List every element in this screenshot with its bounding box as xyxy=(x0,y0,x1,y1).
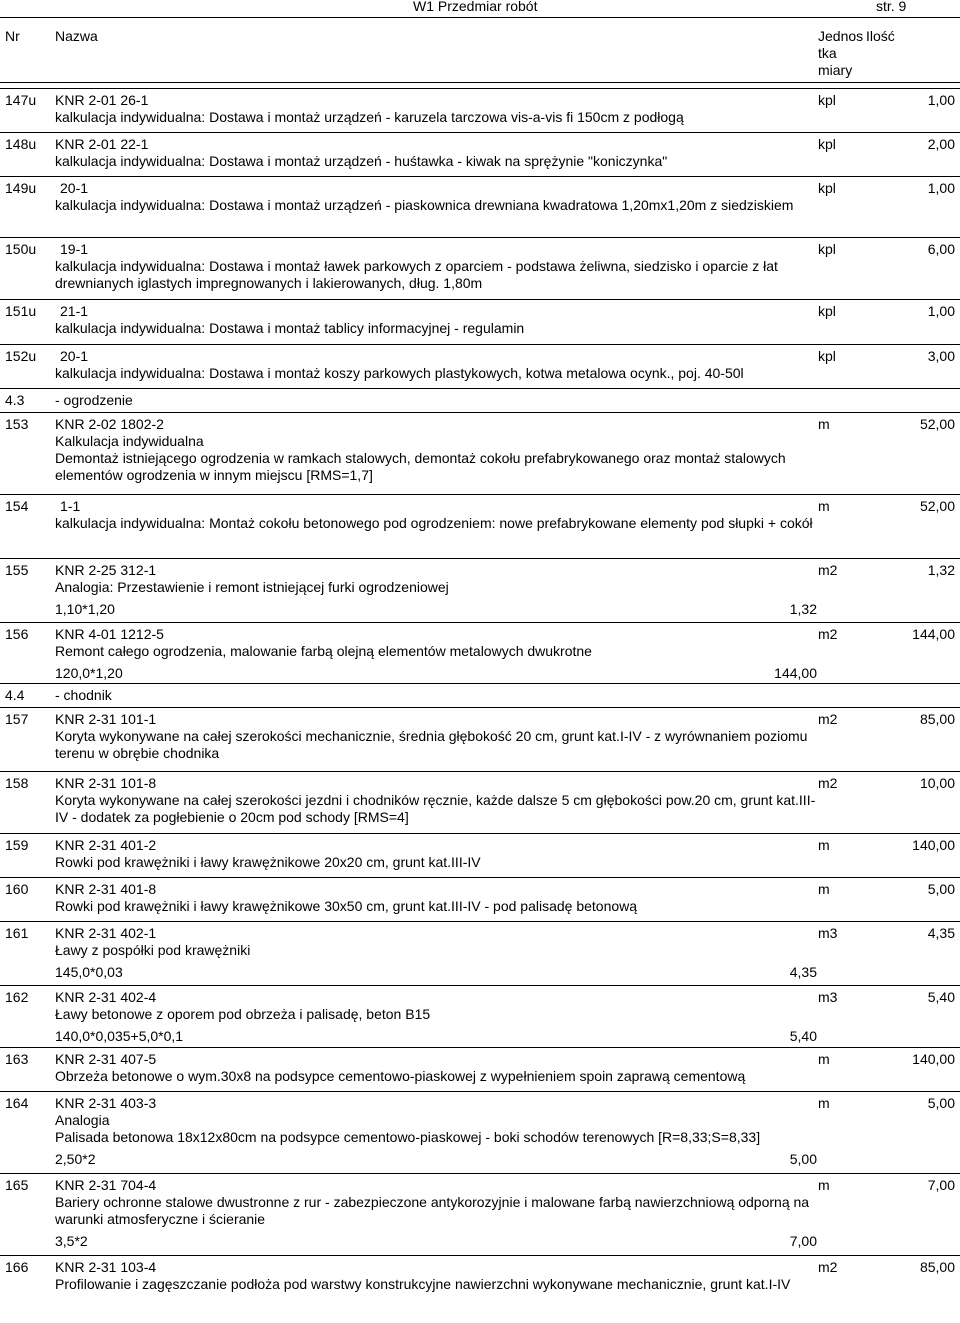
column-header-qty: Ilość xyxy=(866,28,895,44)
item-code: KNR 2-31 403-3 xyxy=(55,1095,157,1111)
row-rule xyxy=(0,1047,960,1048)
item-description: kalkulacja indywidualna: Montaż cokołu betonowego pod ogrodzeniem: nowe prefabrykowane elementy pod słupki + cokół xyxy=(55,515,813,531)
item-description: Koryta wykonywane na całej szerokości mechanicznie, średnia głębokość 20 cm, grunt kat.I-IV - z wyrównaniem poziomu terenu w obrębie chodnika xyxy=(55,728,808,761)
item-code: KNR 2-31 402-4 xyxy=(55,989,157,1005)
item-description: Remont całego ogrodzenia, malowanie farbą olejną elementów metalowych dwukrotne xyxy=(55,643,592,659)
row-rule xyxy=(0,494,960,495)
item-quantity: 5,00 xyxy=(927,1095,955,1111)
row-rule xyxy=(0,344,960,345)
item-description: kalkulacja indywidualna: Dostawa i montaż ławek parkowych z oparciem - podstawa żeliwna, siedzisko i oparcie z łat drewnianych iglastych impregnowanych i lakierowanych, dług. 1,80m xyxy=(55,258,778,291)
item-unit: m2 xyxy=(818,775,838,791)
row-rule xyxy=(0,921,960,922)
item-unit: m xyxy=(818,1051,830,1067)
item-code: KNR 2-31 704-4 xyxy=(55,1177,157,1193)
item-code: KNR 2-31 401-2 xyxy=(55,837,157,853)
item-code: KNR 2-01 26-1 xyxy=(55,92,149,108)
item-description: Rowki pod krawężniki i ławy krawężnikowe 30x50 cm, grunt kat.III-IV - pod palisadę betonową xyxy=(55,898,638,914)
calculation-value: 1,32 xyxy=(789,601,817,617)
item-unit: m3 xyxy=(818,925,838,941)
calculation-expression: 1,10*1,20 xyxy=(55,601,115,617)
item-number: 166 xyxy=(5,1259,29,1275)
item-unit: m2 xyxy=(818,711,838,727)
calculation-expression: 140,0*0,035+5,0*0,1 xyxy=(55,1028,184,1044)
item-quantity: 10,00 xyxy=(919,775,955,791)
row-rule xyxy=(0,88,960,89)
item-description: Bariery ochronne stalowe dwustronne z rur - zabezpieczone antykorozyjnie i malowane farbą nawierzchniową odporną na warunki atmosferyczne i ścieranie xyxy=(55,1194,810,1227)
item-number: 152u xyxy=(5,348,37,364)
item-quantity: 140,00 xyxy=(912,837,955,853)
item-quantity: 1,32 xyxy=(927,562,955,578)
row-rule xyxy=(0,833,960,834)
item-unit: kpl xyxy=(818,241,836,257)
item-code: 19-1 xyxy=(60,241,89,257)
item-unit: m xyxy=(818,837,830,853)
calculation-value: 5,40 xyxy=(789,1028,817,1044)
item-description: Obrzeża betonowe o wym.30x8 na podsypce cementowo-piaskowej z wypełnieniem spoin zaprawą cementową xyxy=(55,1068,746,1084)
item-code: KNR 2-02 1802-2 xyxy=(55,416,164,432)
row-rule xyxy=(0,237,960,238)
item-code: KNR 2-01 22-1 xyxy=(55,136,149,152)
item-quantity: 5,00 xyxy=(927,881,955,897)
item-unit: kpl xyxy=(818,348,836,364)
item-quantity: 52,00 xyxy=(919,498,955,514)
item-description: Koryta wykonywane na całej szerokości jezdni i chodników ręcznie, każde dalsze 5 cm głębokości pow.20 cm, grunt kat.III-IV - dodatek za pogłebienie o 20cm pod schody [RMS=4] xyxy=(55,792,816,825)
item-description: kalkulacja indywidualna: Dostawa i montaż koszy parkowych plastykowych, kotwa metalowa ocynk., poj. 40-50l xyxy=(55,365,744,381)
item-number: 155 xyxy=(5,562,29,578)
item-unit: kpl xyxy=(818,303,836,319)
item-code: KNR 4-01 1212-5 xyxy=(55,626,164,642)
section-number: 4.3 xyxy=(5,392,25,408)
item-code: KNR 2-31 101-8 xyxy=(55,775,157,791)
item-code: KNR 2-25 312-1 xyxy=(55,562,157,578)
item-quantity: 144,00 xyxy=(912,626,955,642)
item-description: Rowki pod krawężniki i ławy krawężnikowe 20x20 cm, grunt kat.III-IV xyxy=(55,854,481,870)
item-unit: m2 xyxy=(818,1259,838,1275)
item-number: 160 xyxy=(5,881,29,897)
calculation-value: 5,00 xyxy=(789,1151,817,1167)
item-number: 157 xyxy=(5,711,29,727)
item-unit: m xyxy=(818,881,830,897)
row-rule xyxy=(0,176,960,177)
item-number: 148u xyxy=(5,136,37,152)
item-description: kalkulacja indywidualna: Dostawa i montaż urządzeń - huśtawka - kiwak na sprężynie "koniczynka" xyxy=(55,153,668,169)
item-number: 153 xyxy=(5,416,29,432)
item-description: kalkulacja indywidualna: Dostawa i montaż tablicy informacyjnej - regulamin xyxy=(55,320,525,336)
item-number: 163 xyxy=(5,1051,29,1067)
item-code: KNR 2-31 407-5 xyxy=(55,1051,157,1067)
item-code: 21-1 xyxy=(60,303,89,319)
row-rule xyxy=(0,771,960,772)
item-description: Ławy z pospółki pod krawężniki xyxy=(55,942,251,958)
item-quantity: 85,00 xyxy=(919,1259,955,1275)
item-quantity: 85,00 xyxy=(919,711,955,727)
section-title: - chodnik xyxy=(55,687,112,703)
column-header-nr: Nr xyxy=(5,28,20,44)
item-description: kalkulacja indywidualna: Dostawa i montaż urządzeń - piaskownica drewniana kwadratowa 1,20mx1,20m z siedziskiem xyxy=(55,197,794,213)
item-number: 164 xyxy=(5,1095,29,1111)
item-description: Analogia: Przestawienie i remont istniejącej furki ogrodzeniowej xyxy=(55,579,449,595)
item-unit: m3 xyxy=(818,989,838,1005)
item-description: Analogia xyxy=(55,1112,110,1128)
item-quantity: 6,00 xyxy=(927,241,955,257)
item-number: 150u xyxy=(5,241,37,257)
item-number: 161 xyxy=(5,925,29,941)
item-description: Demontaż istniejącego ogrodzenia w ramkach stalowych, demontaż cokołu prefabrykowanego oraz montaż stalowych elementów ogrodzenia w innym miejscu [RMS=1,7] xyxy=(55,450,786,483)
item-number: 147u xyxy=(5,92,37,108)
item-code: KNR 2-31 101-1 xyxy=(55,711,157,727)
section-title: - ogrodzenie xyxy=(55,392,133,408)
item-quantity: 4,35 xyxy=(927,925,955,941)
item-number: 154 xyxy=(5,498,29,514)
section-number: 4.4 xyxy=(5,687,25,703)
item-unit: m xyxy=(818,498,830,514)
item-number: 151u xyxy=(5,303,37,319)
item-code: 20-1 xyxy=(60,348,89,364)
row-rule xyxy=(0,985,960,986)
calculation-expression: 120,0*1,20 xyxy=(55,665,123,681)
page-number: str. 9 xyxy=(876,0,907,14)
item-description: Palisada betonowa 18x12x80cm na podsypce cementowo-piaskowej - boki schodów terenowych [R=8,33;S=8,33] xyxy=(55,1129,761,1145)
row-rule xyxy=(0,412,960,413)
item-code: KNR 2-31 402-1 xyxy=(55,925,157,941)
item-unit: m xyxy=(818,416,830,432)
item-quantity: 140,00 xyxy=(912,1051,955,1067)
column-header-unit: Jednos tka miary xyxy=(818,28,864,78)
row-rule xyxy=(0,132,960,133)
item-number: 162 xyxy=(5,989,29,1005)
row-rule xyxy=(0,877,960,878)
header-rule xyxy=(0,17,960,18)
item-quantity: 2,00 xyxy=(927,136,955,152)
item-number: 149u xyxy=(5,180,37,196)
item-number: 159 xyxy=(5,837,29,853)
calculation-value: 144,00 xyxy=(774,665,817,681)
row-rule xyxy=(0,388,960,389)
item-quantity: 7,00 xyxy=(927,1177,955,1193)
item-quantity: 1,00 xyxy=(927,92,955,108)
item-number: 165 xyxy=(5,1177,29,1193)
item-number: 158 xyxy=(5,775,29,791)
document-title: W1 Przedmiar robót xyxy=(413,0,538,14)
item-unit: kpl xyxy=(818,92,836,108)
calculation-value: 4,35 xyxy=(789,964,817,980)
row-rule xyxy=(0,683,960,684)
row-rule xyxy=(0,1255,960,1256)
item-number: 156 xyxy=(5,626,29,642)
row-rule xyxy=(0,707,960,708)
item-unit: m xyxy=(818,1177,830,1193)
item-quantity: 1,00 xyxy=(927,303,955,319)
item-code: KNR 2-31 103-4 xyxy=(55,1259,157,1275)
item-quantity: 52,00 xyxy=(919,416,955,432)
column-header-name: Nazwa xyxy=(55,28,98,44)
item-quantity: 1,00 xyxy=(927,180,955,196)
row-rule xyxy=(0,1173,960,1174)
calculation-expression: 145,0*0,03 xyxy=(55,964,123,980)
item-description: kalkulacja indywidualna: Dostawa i montaż urządzeń - karuzela tarczowa vis-a-vis fi 150cm z podłogą xyxy=(55,109,684,125)
item-code: 1-1 xyxy=(60,498,81,514)
calculation-value: 7,00 xyxy=(789,1233,817,1249)
item-quantity: 3,00 xyxy=(927,348,955,364)
item-unit: m xyxy=(818,1095,830,1111)
item-unit: kpl xyxy=(818,180,836,196)
item-unit: m2 xyxy=(818,562,838,578)
item-quantity: 5,40 xyxy=(927,989,955,1005)
item-unit: kpl xyxy=(818,136,836,152)
column-header-rule xyxy=(0,82,960,83)
row-rule xyxy=(0,1091,960,1092)
calculation-expression: 3,5*2 xyxy=(55,1233,88,1249)
row-rule xyxy=(0,622,960,623)
row-rule xyxy=(0,558,960,559)
item-code: 20-1 xyxy=(60,180,89,196)
item-description: Ławy betonowe z oporem pod obrzeża i palisadę, beton B15 xyxy=(55,1006,431,1022)
item-description: Kalkulacja indywidualna xyxy=(55,433,204,449)
calculation-expression: 2,50*2 xyxy=(55,1151,96,1167)
row-rule xyxy=(0,299,960,300)
item-description: Profilowanie i zagęszczanie podłoża pod warstwy konstrukcyjne nawierzchni wykonywane mechanicznie, grunt kat.I-IV xyxy=(55,1276,791,1292)
item-unit: m2 xyxy=(818,626,838,642)
item-code: KNR 2-31 401-8 xyxy=(55,881,157,897)
